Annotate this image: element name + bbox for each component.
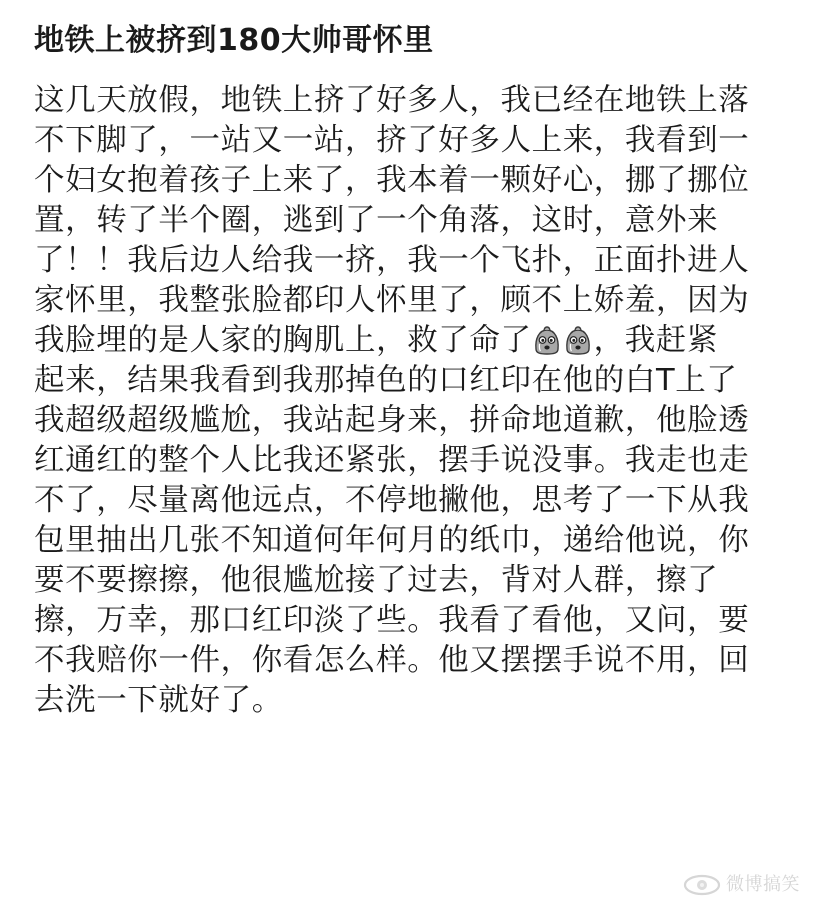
body-line: 不下脚了，一站又一站，挤了好多人上来，我看到一: [34, 123, 750, 158]
body-line: 家怀里，我整张脸都印人怀里了，顾不上娇羞，因为: [34, 283, 750, 318]
crying-face-icon: [563, 325, 593, 355]
watermark-text: 微博搞笑: [726, 874, 800, 895]
body-line: 去洗一下就好了。: [34, 683, 283, 718]
body-line: 了！！我后边人给我一挤，我一个飞扑，正面扑进人: [34, 243, 750, 278]
weibo-eye-icon: [682, 873, 722, 901]
body-line: 红通红的整个人比我还紧张，摆手说没事。我走也走: [34, 443, 750, 478]
body-line: 不了，尽量离他远点，不停地撇他，思考了一下从我: [34, 483, 750, 518]
body-line: 这几天放假，地铁上挤了好多人，我已经在地铁上落: [34, 83, 750, 118]
body-line: 包里抽出几张不知道何年何月的纸巾，递给他说，你: [34, 523, 750, 558]
crying-face-icon: [532, 325, 562, 355]
body-line: 不我赔你一件，你看怎么样。他又摆摆手说不用，回: [34, 643, 750, 678]
body-line: 我超级超级尴尬，我站起身来，拼命地道歉，他脸透: [34, 403, 750, 438]
body-line-with-emoji: [34, 321, 718, 361]
body-line: 要不要擦擦，他很尴尬接了过去，背对人群，擦了: [34, 563, 719, 598]
watermark: [678, 872, 820, 898]
body-line: 个妇女抱着孩子上来了，我本着一颗好心，挪了挪位: [34, 163, 750, 198]
body-line-text: ，我赶紧: [593, 323, 719, 358]
body-line: 擦，万幸，那口红印淡了些。我看了看他，又问，要: [34, 603, 750, 638]
post-title: 地铁上被挤到180大帅哥怀里: [34, 23, 434, 58]
body-line-text: 我脸埋的是人家的胸肌上，救了命了: [34, 323, 532, 358]
body-line: 起来，结果我看到我那掉色的口红印在他的白T上了: [34, 363, 738, 398]
body-line: 置，转了半个圈，逃到了一个角落，这时，意外来: [34, 203, 719, 238]
